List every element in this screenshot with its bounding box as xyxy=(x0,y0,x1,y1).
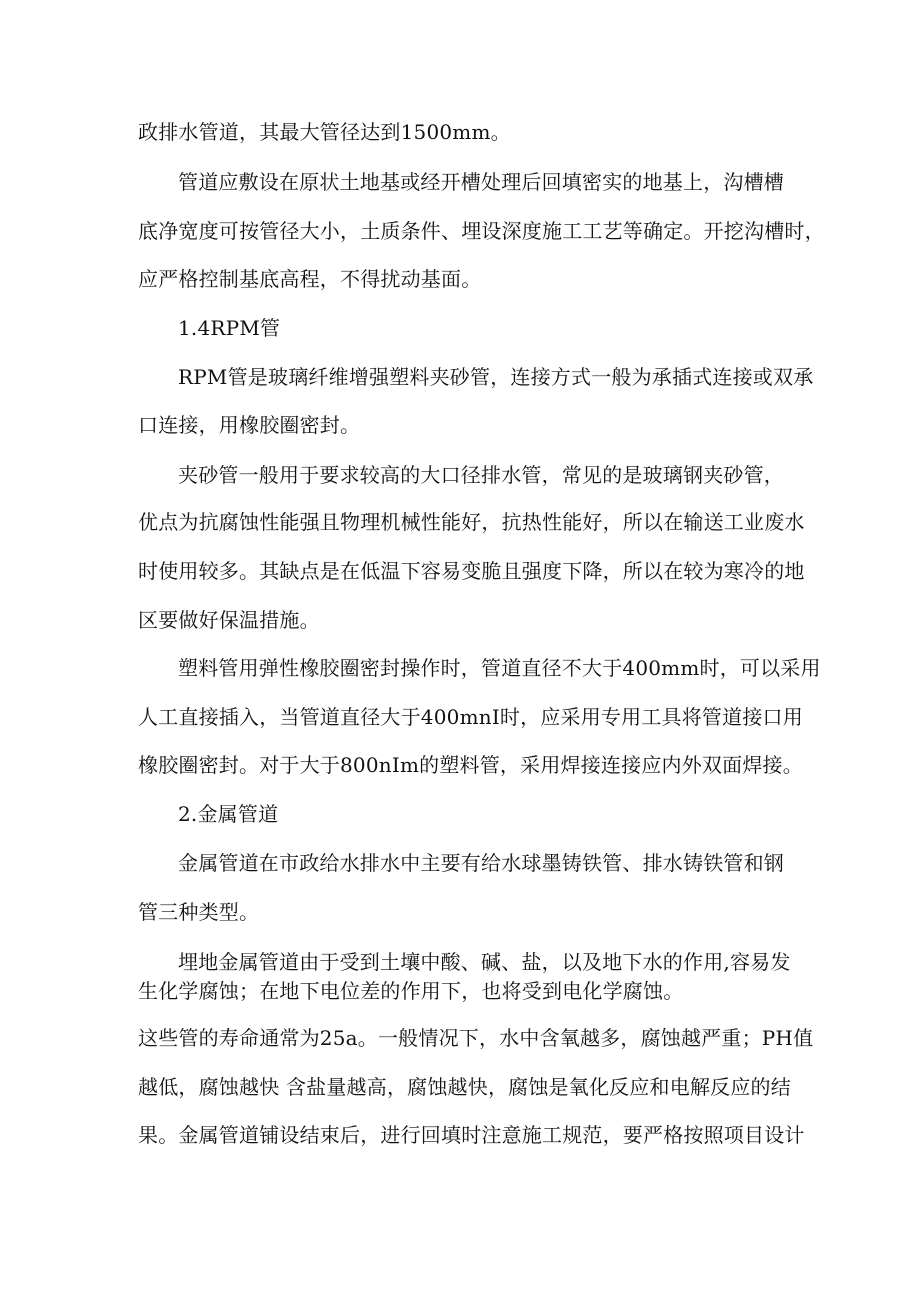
text-line: 口连接，用橡胶圈密封。 xyxy=(138,413,361,437)
text-line: 夹砂管一般用于要求较高的大口径排水管，常见的是玻璃钢夹砂管， xyxy=(178,463,784,487)
text-line: 塑料管用弹性橡胶圈密封操作时，管道直径不大于400mm时，可以采用 xyxy=(178,656,821,680)
text-line: 埋地金属管道由于受到土壤中酸、碱、盐，以及地下水的作用,容易发 xyxy=(178,950,791,974)
text-line: 生化学腐蚀；在地下电位差的作用下，也将受到电化学腐蚀。 xyxy=(138,979,684,1003)
text-line: RPM管是玻璃纤维增强塑料夹砂管，连接方式一般为承插式连接或双承 xyxy=(178,365,814,389)
text-line: 越低，腐蚀越快 含盐量越高，腐蚀越快，腐蚀是氧化反应和电解反应的结 xyxy=(138,1075,791,1099)
section-heading: 1.4RPM管 xyxy=(178,316,281,340)
text-line: 时使用较多。其缺点是在低温下容易变脆且强度下降，所以在较为寒冷的地 xyxy=(138,559,805,583)
text-line: 金属管道在市政给水排水中主要有给水球墨铸铁管、排水铸铁管和钢 xyxy=(178,851,784,875)
text-line: 这些管的寿命通常为25a。一般情况下，水中含氧越多，腐蚀越严重；PH值 xyxy=(138,1026,814,1050)
text-line: 区要做好保温措施。 xyxy=(138,608,320,632)
text-line: 果。金属管道铺设结束后，进行回填时注意施工规范，要严格按照项目设计 xyxy=(138,1123,805,1147)
text-line: 应严格控制基底高程，不得扰动基面。 xyxy=(138,267,482,291)
text-line: 优点为抗腐蚀性能强且物理机械性能好，抗热性能好，所以在输送工业废水 xyxy=(138,510,805,534)
text-line: 橡胶圈密封。对于大于800nIm的塑料管，采用焊接连接应内外双面焊接。 xyxy=(138,753,803,777)
text-line: 管三种类型。 xyxy=(138,900,260,924)
text-line: 政排水管道，其最大管径达到1500mm。 xyxy=(138,120,511,144)
text-line: 管道应敷设在原状土地基或经开槽处理后回填密实的地基上，沟槽槽 xyxy=(178,170,784,194)
text-line: 人工直接插入，当管道直径大于400mnI时，应采用专用工具将管道接口用 xyxy=(138,705,803,729)
text-line: 底净宽度可按管径大小，土质条件、埋设深度施工工艺等确定。开挖沟槽时， xyxy=(138,219,825,243)
section-heading: 2.金属管道 xyxy=(178,802,279,826)
